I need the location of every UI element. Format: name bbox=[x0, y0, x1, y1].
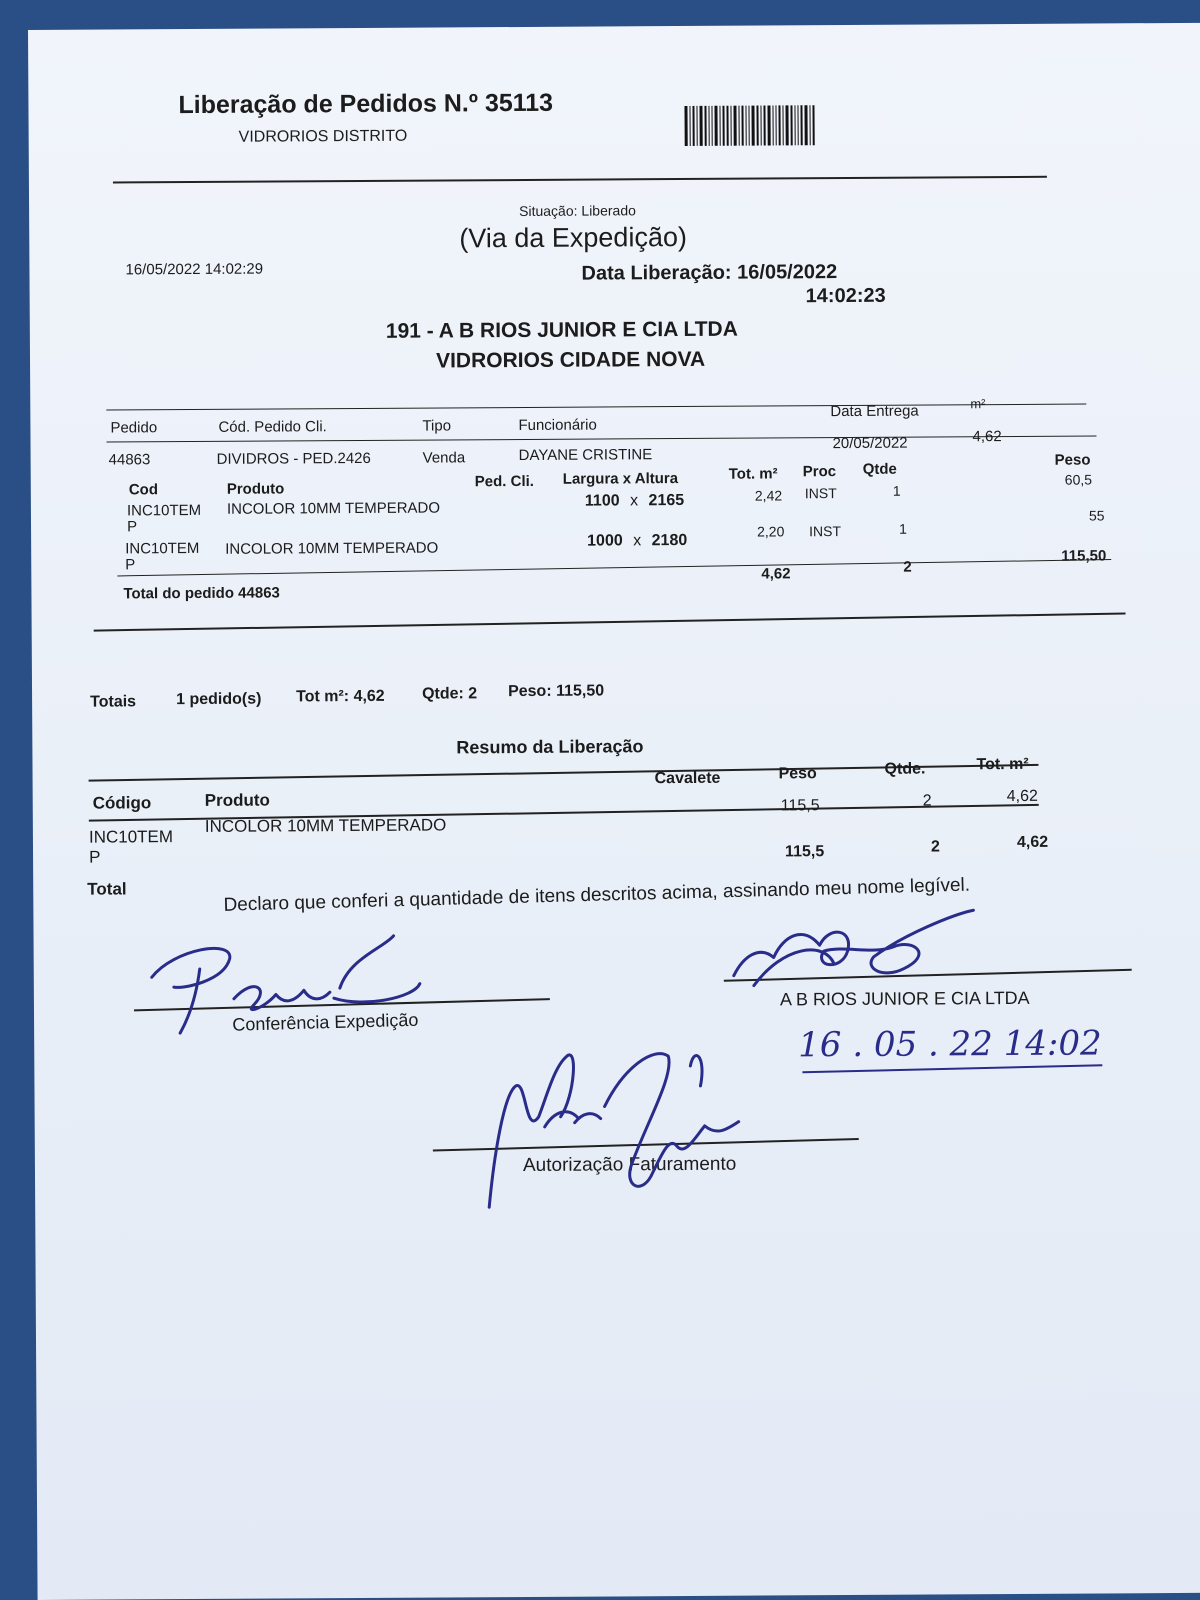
divider bbox=[117, 559, 1111, 576]
client-name: 191 - A B RIOS JUNIOR E CIA LTDA bbox=[385, 317, 738, 343]
item-cod-cont: P bbox=[125, 556, 136, 574]
item-col-cod: Cod bbox=[128, 481, 159, 499]
item-col-tot-m2: Tot. m² bbox=[728, 465, 778, 483]
item-tot-m2: 2,42 bbox=[754, 487, 783, 504]
barcode-bar bbox=[778, 105, 780, 145]
divider bbox=[106, 404, 1086, 411]
barcode-bar bbox=[797, 105, 798, 145]
cliente-label: A B RIOS JUNIOR E CIA LTDA bbox=[779, 987, 1030, 1010]
barcode-bar bbox=[782, 105, 783, 145]
item-dimensions bbox=[587, 532, 687, 551]
item-qtde: 1 bbox=[892, 482, 901, 499]
table-row bbox=[89, 827, 173, 868]
totais-m2: Tot m²: 4,62 bbox=[296, 687, 385, 706]
table-row bbox=[127, 503, 201, 535]
barcode-bar bbox=[790, 105, 792, 145]
data-liberacao: Data Liberação: 16/05/2022 bbox=[581, 261, 838, 285]
col-data-entrega-label: Data Entrega bbox=[830, 402, 919, 421]
barcode-bar bbox=[751, 106, 754, 146]
item-proc: INST bbox=[804, 485, 837, 502]
item-produto: INCOLOR 10MM TEMPERADO bbox=[226, 499, 441, 518]
m2-value: 4,62 bbox=[972, 428, 1002, 446]
barcode-bar bbox=[730, 106, 731, 146]
barcode-bar bbox=[785, 105, 788, 145]
resumo-qtde: 2 bbox=[922, 792, 932, 810]
barcode-bar bbox=[741, 106, 743, 146]
cod-cli-value: DIVIDROS - PED.2426 bbox=[216, 449, 371, 468]
barcode-bar bbox=[772, 105, 773, 145]
barcode-bar bbox=[745, 106, 746, 146]
conferencia-label: Conferência Expedição bbox=[232, 1009, 419, 1035]
divider bbox=[94, 612, 1126, 631]
document-sheet bbox=[28, 23, 1200, 1600]
handwritten-date: 16 . 05 . 22 14:02 bbox=[798, 1023, 1102, 1066]
divider bbox=[107, 435, 1097, 442]
col-pedido-label: Pedido bbox=[110, 419, 158, 437]
declaration-text: Declaro que conferi a quantidade de itens descritos acima, assinando meu nome legível. bbox=[223, 874, 971, 916]
resumo-col-peso: Peso bbox=[778, 765, 817, 783]
via-label: (Via da Expedição) bbox=[459, 221, 688, 254]
item-col-peso: Peso bbox=[1054, 451, 1091, 469]
barcode-bar bbox=[733, 106, 736, 146]
signature-conferencia bbox=[143, 928, 434, 1040]
document-title: Liberação de Pedidos N.º 35113 bbox=[178, 88, 554, 120]
resumo-col-qtde: Qtde. bbox=[884, 760, 926, 778]
order-total-label: Total do pedido 44863 bbox=[123, 584, 280, 603]
barcode-bar bbox=[812, 105, 814, 145]
barcode-bar bbox=[696, 106, 697, 146]
order-total-peso: 115,50 bbox=[1061, 547, 1107, 565]
totais-pedidos: 1 pedido(s) bbox=[176, 690, 262, 709]
barcode-bar bbox=[748, 106, 749, 146]
barcode-bar bbox=[708, 106, 709, 146]
resumo-col-produto: Produto bbox=[204, 790, 270, 810]
divider bbox=[113, 176, 1047, 184]
tipo-value: Venda bbox=[422, 449, 466, 467]
barcode-bar bbox=[684, 106, 687, 146]
resumo-tot-m2: 4,62 bbox=[1006, 787, 1038, 806]
barcode-bar bbox=[726, 106, 728, 146]
item-proc: INST bbox=[809, 523, 842, 540]
barcode-bar bbox=[719, 106, 720, 146]
barcode-bar bbox=[756, 106, 758, 146]
col-m2-label: m² bbox=[970, 396, 986, 412]
order-total-m2: 4,62 bbox=[761, 565, 791, 583]
barcode-bar bbox=[800, 105, 802, 145]
resumo-col-cavalete: Cavalete bbox=[654, 769, 721, 788]
funcionario-value: DAYANE CRISTINE bbox=[518, 446, 653, 465]
autorizacao-label: Autorização Faturamento bbox=[522, 1153, 737, 1176]
situacao-label: Situação: Liberado bbox=[519, 202, 636, 220]
item-tot-m2: 2,20 bbox=[757, 523, 785, 540]
barcode-bar bbox=[704, 106, 706, 146]
col-funcionario-label: Funcionário bbox=[518, 416, 597, 435]
totais-peso: Peso: 115,50 bbox=[507, 682, 605, 701]
item-qtde: 1 bbox=[899, 520, 907, 537]
data-entrega-value: 20/05/2022 bbox=[832, 434, 908, 453]
barcode-bar bbox=[689, 106, 690, 146]
resumo-total-label: Total bbox=[87, 879, 127, 899]
totais-qtde: Qtde: 2 bbox=[422, 685, 478, 703]
item-x: x bbox=[633, 532, 642, 550]
item-cod-cont: P bbox=[126, 518, 138, 536]
barcode-bar bbox=[775, 105, 776, 145]
item-col-produto: Produto bbox=[226, 480, 285, 498]
resumo-peso: 115,5 bbox=[780, 797, 820, 815]
item-altura: 2165 bbox=[648, 492, 685, 510]
barcode-bar bbox=[794, 105, 795, 145]
resumo-col-tot-m2: Tot. m² bbox=[976, 755, 1029, 774]
barcode-bar bbox=[711, 106, 712, 146]
item-x: x bbox=[630, 492, 639, 510]
printed-timestamp: 16/05/2022 14:02:29 bbox=[125, 260, 264, 279]
barcode-bar bbox=[763, 105, 765, 145]
item-largura: 1100 bbox=[584, 492, 620, 510]
resumo-col-codigo: Código bbox=[92, 793, 152, 813]
item-col-ped-cli: Ped. Cli. bbox=[474, 472, 535, 491]
item-peso: 55 bbox=[1088, 507, 1105, 524]
resumo-total-qtde: 2 bbox=[930, 838, 940, 856]
table-row bbox=[125, 541, 199, 573]
item-col-qtde: Qtde bbox=[862, 460, 897, 478]
item-cod: INC10TEM bbox=[126, 501, 202, 520]
item-col-largura-altura: Largura x Altura bbox=[562, 470, 679, 488]
barcode bbox=[684, 105, 842, 146]
resumo-produto: INCOLOR 10MM TEMPERADO bbox=[204, 815, 447, 836]
item-largura: 1000 bbox=[587, 532, 623, 550]
client-store: VIDRORIOS CIDADE NOVA bbox=[435, 347, 706, 373]
item-altura: 2180 bbox=[651, 531, 688, 550]
pedido-value: 44863 bbox=[108, 451, 151, 469]
col-tipo-label: Tipo bbox=[422, 417, 452, 435]
signature-cliente bbox=[723, 904, 984, 996]
handwritten-underline bbox=[802, 1064, 1102, 1073]
company-name: VIDRORIOS DISTRITO bbox=[238, 127, 408, 146]
resumo-total-peso: 115,5 bbox=[784, 843, 825, 861]
barcode-bar bbox=[699, 106, 702, 146]
item-produto: INCOLOR 10MM TEMPERADO bbox=[225, 539, 439, 558]
hora-liberacao: 14:02:23 bbox=[805, 284, 886, 308]
resumo-cod: INC10TEM bbox=[88, 827, 174, 847]
barcode-bar bbox=[804, 105, 807, 145]
item-col-proc: Proc bbox=[802, 463, 837, 481]
barcode-bar bbox=[722, 106, 724, 146]
order-total-qtde: 2 bbox=[903, 558, 912, 576]
barcode-bar bbox=[738, 106, 739, 146]
barcode-bar bbox=[767, 105, 770, 145]
resumo-cod-cont: P bbox=[88, 847, 101, 867]
resumo-title: Resumo da Liberação bbox=[456, 736, 644, 758]
item-peso: 60,5 bbox=[1064, 471, 1093, 488]
barcode-bar bbox=[760, 106, 761, 146]
barcode-bar bbox=[714, 106, 717, 146]
col-cod-cli-label: Cód. Pedido Cli. bbox=[218, 418, 327, 436]
item-cod: INC10TEM bbox=[125, 539, 200, 558]
signature-autorizacao bbox=[454, 1026, 755, 1228]
totais-label: Totais bbox=[90, 693, 137, 711]
resumo-total-m2: 4,62 bbox=[1016, 833, 1049, 851]
item-dimensions bbox=[585, 492, 684, 511]
barcode-bar bbox=[692, 106, 694, 146]
barcode-bar bbox=[809, 105, 810, 145]
